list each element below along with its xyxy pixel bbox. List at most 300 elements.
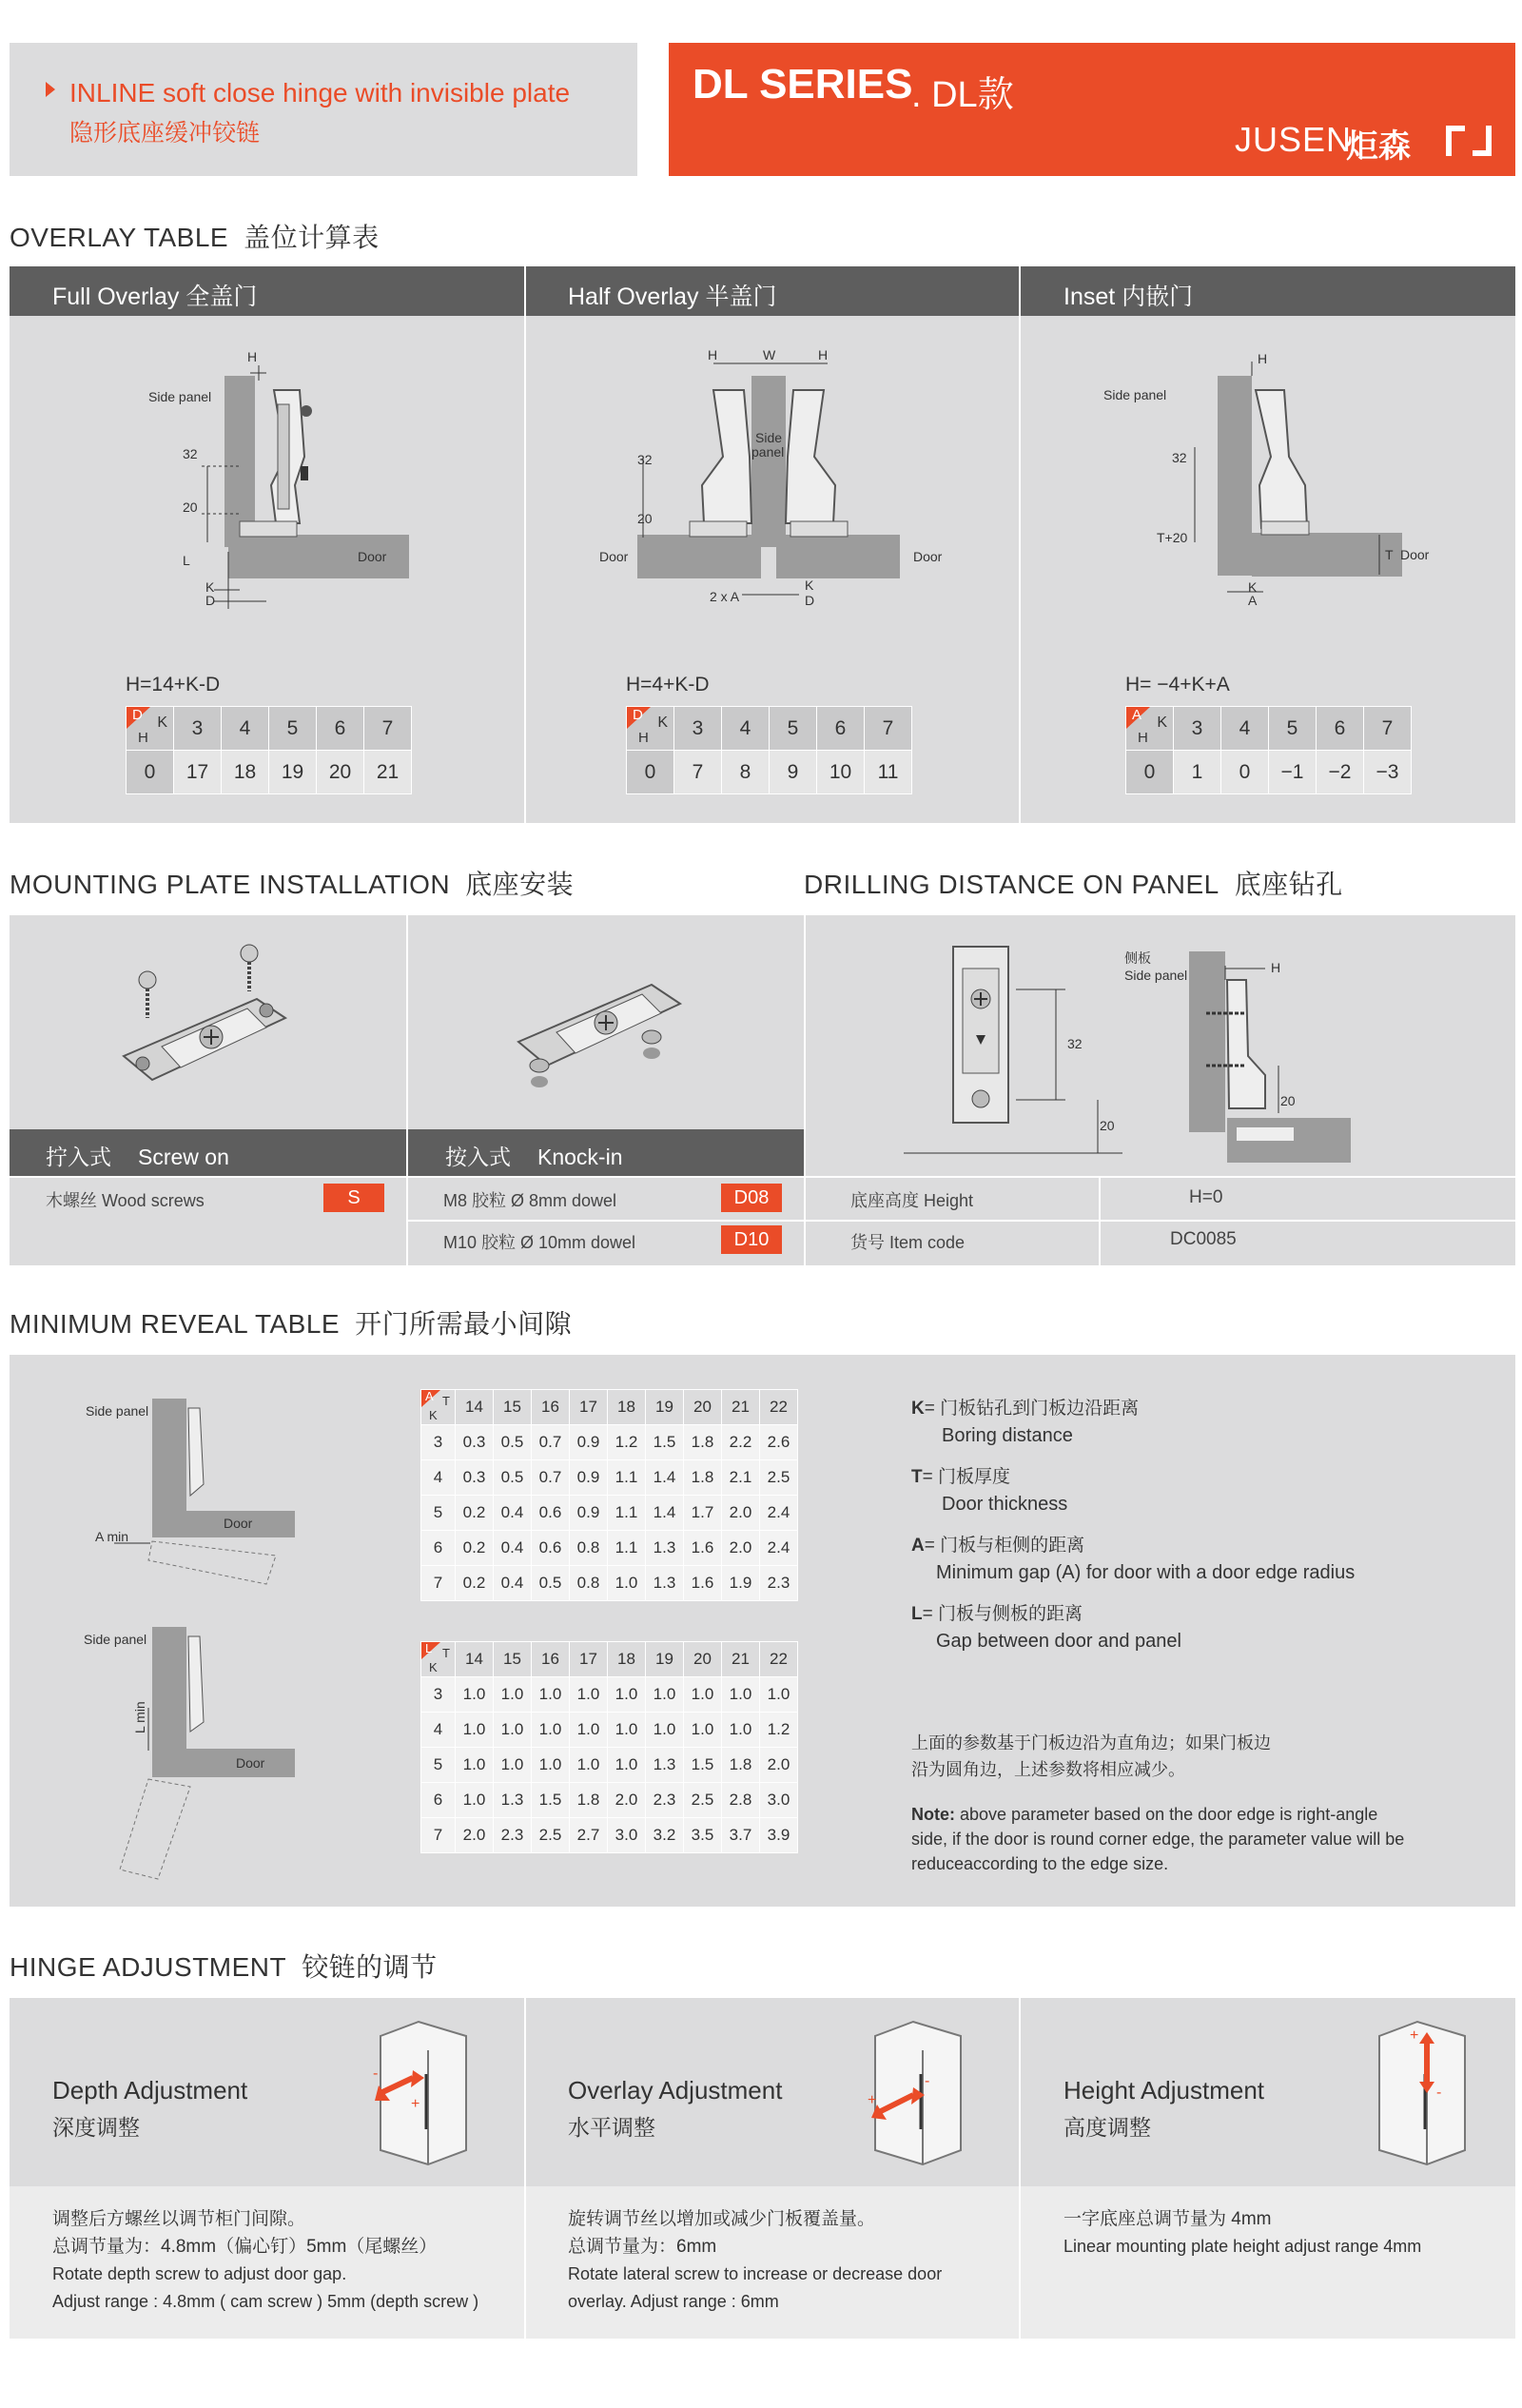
inset-t-label: T [1385,547,1394,562]
m10-dowel-label: M10 胶粒 Ø 10mm dowel [443,1233,636,1252]
half-door-right-label: Door [913,549,943,564]
table-header-cell: 21 [722,1390,760,1425]
table-cell: 1.8 [684,1425,722,1460]
corner-k: K [157,715,167,731]
half-panel-label: panel [751,444,785,460]
table-cell: 1.0 [684,1677,722,1713]
table-row [421,1531,798,1566]
corner-h: H [638,730,649,746]
half-overlay-label-cn: 半盖门 [705,284,777,310]
brand-name-cn: 炬森 [1346,128,1411,165]
drilling-title: DRILLING DISTANCE ON PANEL [804,870,1220,899]
note-cn-line: 上面的参数基于门板边沿为直角边；如果门板边 [911,1733,1271,1752]
table-corner [1126,707,1174,751]
desc-line: 调整后方螺丝以调节柜门间隙。 [52,2209,306,2229]
table-cell: 0.6 [532,1531,570,1566]
corner-k: K [1157,715,1167,731]
corner-top-left: A [425,1389,434,1403]
corner-h: H [138,730,148,746]
table-cell: 2.8 [722,1783,760,1818]
table-corner [127,707,174,751]
table-cell: 0.6 [532,1496,570,1531]
caret-right-icon [46,82,57,97]
table-cell: 1.5 [684,1748,722,1783]
height-adjust-title-cn: 高度调整 [1063,2115,1151,2140]
table-cell: 1.3 [646,1531,684,1566]
table-cell: 2.3 [760,1566,798,1601]
table-row [421,1713,798,1748]
table-header-cell: 19 [646,1390,684,1425]
table-cell: 3.0 [608,1818,646,1853]
table-header-cell: 22 [760,1642,798,1677]
table-cell: 0.2 [456,1496,494,1531]
table-header-cell: 4 [222,707,269,751]
screw-on-plate-illustration [105,942,314,1113]
reveal-section-title [10,1303,572,1341]
table-cell: 3.0 [760,1783,798,1818]
depth-adjust-title-cn: 深度调整 [52,2115,140,2140]
table-cell: 1.2 [760,1713,798,1748]
table-cell: 3.5 [684,1818,722,1853]
table-cell: 18 [222,751,269,794]
table-cell: 2.0 [608,1783,646,1818]
half-door-left-label: Door [599,549,629,564]
depth-adjust-cabinet-icon [371,2017,476,2169]
drilling-col-divider [1099,1176,1101,1265]
drill-20-label: 20 [1100,1118,1115,1133]
table-row [421,1566,798,1601]
table-header-cell: 5 [1269,707,1317,751]
table-header-cell: 7 [364,707,412,751]
inset-k-label: K [1248,579,1258,595]
table-cell: 1.0 [608,1748,646,1783]
overlay-adjust-title-cn: 水平调整 [568,2115,655,2140]
table-header-cell: 4 [722,707,770,751]
table-cell: 2.2 [722,1425,760,1460]
table-cell: 0.9 [570,1425,608,1460]
table-cell: 1.0 [760,1677,798,1713]
table-row [421,1460,798,1496]
table-cell: −2 [1317,751,1364,794]
overlay-adjust-title: Overlay Adjustment [568,2076,783,2105]
table-cell: 2.5 [532,1818,570,1853]
table-cell: 2.1 [722,1460,760,1496]
table-cell: 1.0 [532,1748,570,1783]
legend-cn: = 门板与侧板的距离 [922,1604,1083,1624]
table-header-cell: 15 [494,1642,532,1677]
table-header-cell: 6 [1317,707,1364,751]
table-cell: 1.8 [722,1748,760,1783]
table-header-cell: 22 [760,1390,798,1425]
legend-en: Gap between door and panel [936,1631,1181,1652]
table-cell: 1.5 [646,1425,684,1460]
table-cell: 1.4 [646,1460,684,1496]
table-cell: 3.9 [760,1818,798,1853]
table-cell: 0.4 [494,1496,532,1531]
corner-bottom-left: K [429,1660,438,1674]
inset-diagram [1094,352,1436,618]
table-header-cell: 6 [817,707,865,751]
mounting-row-sep-2 [406,1220,1515,1222]
mounting-section-title [10,864,574,902]
reveal-diagram-a [76,1389,304,1598]
table-header-cell: 3 [174,707,222,751]
table-cell: 0 [1221,751,1269,794]
overlay-title-cn: 盖位计算表 [244,223,380,252]
full-h-label: H [247,349,258,364]
overlay-col-full [52,278,257,312]
table-cell: 0.7 [532,1425,570,1460]
table-cell: −1 [1269,751,1317,794]
brand-logo-icon [1444,124,1493,158]
table-header-cell: 17 [570,1642,608,1677]
table-row-label: 0 [127,751,174,794]
table-cell: 1.0 [456,1713,494,1748]
drilling-section-title [804,864,1343,902]
header-subtitle-cn: 隐形底座缓冲铰链 [69,120,261,147]
table-cell: 1.6 [684,1566,722,1601]
table-cell: 2.4 [760,1496,798,1531]
legend-key: A [911,1536,925,1556]
table-corner [627,707,674,751]
table-cell: 7 [674,751,722,794]
desc-line: 一字底座总调节量为 4mm [1063,2209,1272,2229]
table-cell: 2.6 [760,1425,798,1460]
series-title-cn: . DL款 [911,75,1014,115]
table-cell: 1.0 [570,1713,608,1748]
overlay-col-half [568,278,777,312]
table-cell: 0.5 [494,1425,532,1460]
table-cell: 0.8 [570,1531,608,1566]
table-cell: 1.0 [608,1713,646,1748]
mounting-title: MOUNTING PLATE INSTALLATION [10,870,451,899]
table-header-cell: 16 [532,1390,570,1425]
screw-on-label [46,1140,229,1171]
drilling-title-cn: 底座钻孔 [1234,870,1343,899]
table-row-label: 4 [421,1713,456,1748]
reveal-door2-label: Door [236,1755,265,1771]
table-cell: 17 [174,751,222,794]
header-subtitle-en: INLINE soft close hinge with invisible plate [69,78,571,108]
overlay-adjust-cabinet-icon [866,2017,970,2169]
inset-label-cn: 内嵌门 [1122,284,1194,310]
note-en-line: side, if the door is round corner edge, the parameter value will be [911,1830,1405,1849]
corner-h: H [1138,730,1148,746]
table-cell: 0.4 [494,1531,532,1566]
inset-32-label: 32 [1172,450,1187,465]
depth-adjust-title: Depth Adjustment [52,2076,248,2105]
table-cell: 9 [770,751,817,794]
height-adjust-cabinet-icon [1370,2017,1474,2169]
reveal-door1-label: Door [224,1516,253,1531]
half-overlay-formula: H=4+K-D [626,674,710,695]
table-cell: 1.5 [532,1783,570,1818]
corner-top-left: L [425,1641,433,1655]
reveal-diagram-l [76,1617,304,1884]
drill-height-value: H=0 [1189,1187,1223,1207]
table-row-label: 3 [421,1677,456,1713]
full-overlay-table [126,706,412,794]
drill-20b-label: 20 [1280,1093,1296,1108]
half-overlay-diagram [590,347,970,618]
drill-height-label: 底座高度 Height [850,1191,974,1210]
inset-t20-label: T+20 [1157,530,1188,545]
m8-dowel-code: D08 [721,1184,782,1212]
mounting-divider-1 [406,915,408,1265]
desc-line: 旋转调节丝以增加或减少门板覆盖量。 [568,2209,876,2229]
table-cell: 2.3 [646,1783,684,1818]
table-cell: 1.0 [494,1677,532,1713]
reveal-note-cn [911,1730,1271,1783]
table-cell: 1.3 [646,1748,684,1783]
desc-line: Adjust range : 4.8mm ( cam screw ) 5mm (depth screw ) [52,2292,479,2311]
table-header-cell: 18 [608,1642,646,1677]
corner-d: D [132,707,143,723]
table-cell: 2.0 [760,1748,798,1783]
table-cell: 21 [364,751,412,794]
legend-en: Boring distance [942,1425,1073,1446]
table-cell: 0.4 [494,1566,532,1601]
overlay-adjust-desc [568,2205,942,2316]
corner-top-right: T [442,1646,450,1660]
adjust-title-cn: 铰链的调节 [302,1952,438,1982]
table-cell: 1.0 [608,1566,646,1601]
table-cell: 2.4 [760,1531,798,1566]
full-32-label: 32 [183,446,198,461]
table-cell: 1.0 [494,1713,532,1748]
legend-item-a [911,1531,1482,1584]
height-minus-sign: - [1436,2085,1442,2101]
full-20-label: 20 [183,499,198,515]
legend-cn: = 门板钻孔到门板边沿距离 [924,1399,1140,1419]
table-cell: 1.0 [722,1677,760,1713]
reveal-side2-label: Side panel [84,1632,147,1647]
half-side-label: Side [755,430,783,445]
brand-name: JUSEN [1235,120,1353,159]
table-cell: 1.0 [684,1713,722,1748]
half-d-label: D [805,593,815,608]
legend-en: Minimum gap (A) for door with a door edge radius [936,1562,1356,1583]
depth-minus-sign: - [373,2065,379,2082]
table-cell: 1.1 [608,1460,646,1496]
half-20-label: 20 [637,511,653,526]
adjust-divider-2 [1019,1998,1021,2339]
drill-h-label: H [1271,960,1281,975]
table-cell: 1.0 [494,1748,532,1783]
table-cell: 1.8 [570,1783,608,1818]
full-overlay-diagram [133,349,419,618]
table-cell: 1.0 [456,1677,494,1713]
table-cell: 1.1 [608,1531,646,1566]
depth-plus-sign: + [411,2096,420,2112]
legend-key: L [911,1604,923,1624]
table-cell: 1.4 [646,1496,684,1531]
mounting-title-cn: 底座安装 [465,870,575,899]
table-header-cell: 6 [317,707,364,751]
depth-adjust-desc [52,2205,478,2316]
knock-in-en: Knock-in [537,1145,623,1169]
full-overlay-label: Full Overlay [52,284,180,310]
table-header-cell: 14 [456,1390,494,1425]
table-row-label: 7 [421,1566,456,1601]
desc-line: 总调节量为：6mm [568,2237,717,2257]
table-cell: 1.8 [684,1460,722,1496]
table-header-cell: 18 [608,1390,646,1425]
table-row-label: 6 [421,1531,456,1566]
half-overlay-label: Half Overlay [568,284,699,310]
wood-screws-code: S [323,1184,384,1212]
table-row-label: 3 [421,1425,456,1460]
table-corner [421,1390,456,1425]
table-cell: 1.3 [494,1783,532,1818]
series-title: DL SERIES [693,61,913,108]
overlay-minus-sign: - [925,2073,930,2089]
height-adjust-title: Height Adjustment [1063,2076,1265,2105]
reveal-title-cn: 开门所需最小间隙 [355,1309,573,1339]
table-header-cell: 17 [570,1390,608,1425]
table-row-label: 6 [421,1783,456,1818]
table-cell: 8 [722,751,770,794]
table-cell: 2.7 [570,1818,608,1853]
table-cell: 3.7 [722,1818,760,1853]
note-en-line: above parameter based on the door edge is right-angle [955,1805,1378,1824]
table-cell: 2.3 [494,1818,532,1853]
drill-code-value: DC0085 [1170,1229,1237,1249]
inset-formula: H= −4+K+A [1125,674,1230,695]
legend-en: Door thickness [942,1494,1068,1515]
table-header-cell: 3 [674,707,722,751]
table-cell: 1.0 [532,1713,570,1748]
drill-code-label: 货号 Item code [850,1233,966,1252]
adjust-divider-1 [524,1998,526,2339]
corner-top-right: T [442,1394,450,1408]
reveal-legend [911,1394,1482,1668]
table-header-cell: 19 [646,1642,684,1677]
table-corner [421,1642,456,1677]
table-cell: 1.1 [608,1496,646,1531]
desc-line: 总调节量为：4.8mm（偏心钉）5mm（尾螺丝） [52,2237,438,2257]
height-adjust-desc [1063,2205,1421,2261]
table-row-label: 0 [627,751,674,794]
corner-d: D [633,707,643,723]
table-cell: 1.0 [646,1713,684,1748]
desc-line: Rotate depth screw to adjust door gap. [52,2264,347,2283]
table-cell: 1.0 [570,1677,608,1713]
table-cell: 10 [817,751,865,794]
table-cell: 0.7 [532,1460,570,1496]
table-cell: 2.5 [760,1460,798,1496]
half-32-label: 32 [637,452,653,467]
overlay-col-inset [1063,278,1193,312]
table-cell: 0.2 [456,1531,494,1566]
mounting-row-sep-1 [10,1176,1515,1178]
table-header-cell: 14 [456,1642,494,1677]
table-header-cell: 20 [684,1390,722,1425]
table-row [421,1783,798,1818]
corner-bottom-left: K [429,1408,438,1422]
table-cell: 11 [865,751,912,794]
table-row-label: 4 [421,1460,456,1496]
overlay-plus-sign: + [868,2092,877,2108]
table-cell: 1.0 [456,1748,494,1783]
table-cell: 1.7 [684,1496,722,1531]
overlay-divider-1 [524,266,526,823]
adjust-title: HINGE ADJUSTMENT [10,1952,287,1982]
table-row-label: 7 [421,1818,456,1853]
table-header-cell: 3 [1174,707,1221,751]
table-cell: 0.3 [456,1460,494,1496]
half-h-left-label: H [708,347,718,362]
drill-32-label: 32 [1067,1036,1083,1051]
table-cell: 1.0 [646,1677,684,1713]
desc-line: Rotate lateral screw to increase or decrease door [568,2264,943,2283]
adjust-section-title [10,1947,438,1985]
table-cell: 0.3 [456,1425,494,1460]
full-l-label: L [183,553,190,568]
table-header-cell: 20 [684,1642,722,1677]
table-cell: 19 [269,751,317,794]
table-cell: 1 [1174,751,1221,794]
header-left-panel [10,43,637,176]
knock-in-cn: 按入式 [445,1145,511,1169]
legend-cn: = 门板与柜侧的距离 [924,1536,1085,1556]
legend-key: K [911,1399,925,1419]
table-header-cell: 4 [1221,707,1269,751]
desc-line: overlay. Adjust range : 6mm [568,2292,779,2311]
table-cell: 2.0 [722,1496,760,1531]
table-header-cell: 7 [865,707,912,751]
screw-on-en: Screw on [138,1145,229,1169]
m10-dowel-code: D10 [721,1225,782,1254]
table-cell: 1.0 [608,1677,646,1713]
table-row [421,1425,798,1460]
table-cell: 2.0 [456,1818,494,1853]
table-cell: 0.5 [494,1460,532,1496]
table-row-label: 5 [421,1748,456,1783]
full-k-label: K [205,579,215,595]
table-cell: 1.0 [532,1677,570,1713]
inset-side-label: Side panel [1103,387,1167,402]
legend-item-t [911,1462,1482,1516]
reveal-note-en [911,1802,1492,1876]
table-cell: 0.9 [570,1496,608,1531]
note-cn-line: 沿为圆角边，上述参数将相应减少。 [911,1760,1185,1779]
table-cell: 3.2 [646,1818,684,1853]
inset-door-label: Door [1400,547,1430,562]
table-row [421,1677,798,1713]
table-cell: 0.9 [570,1460,608,1496]
note-en-line: reduceaccording to the edge size. [911,1854,1169,1873]
table-cell: 0.2 [456,1566,494,1601]
inset-table [1125,706,1412,794]
table-header-cell: 15 [494,1390,532,1425]
half-w-label: W [763,347,776,362]
table-cell: 1.0 [570,1748,608,1783]
wood-screws-label: 木螺丝 Wood screws [46,1191,205,1210]
drill-side-cn-label: 侧板 [1124,950,1151,966]
screw-on-cn: 拧入式 [46,1145,111,1169]
table-header-cell: 7 [1364,707,1412,751]
table-cell: 20 [317,751,364,794]
m8-dowel-label: M8 胶粒 Ø 8mm dowel [443,1191,617,1210]
table-header-cell: 5 [269,707,317,751]
table-cell: 2.5 [684,1783,722,1818]
legend-item-k [911,1394,1482,1447]
half-2a-label: 2 x A [710,589,740,604]
overlay-title: OVERLAY TABLE [10,223,229,252]
desc-line: Linear mounting plate height adjust range 4mm [1063,2237,1422,2256]
table-row-label: 0 [1126,751,1174,794]
